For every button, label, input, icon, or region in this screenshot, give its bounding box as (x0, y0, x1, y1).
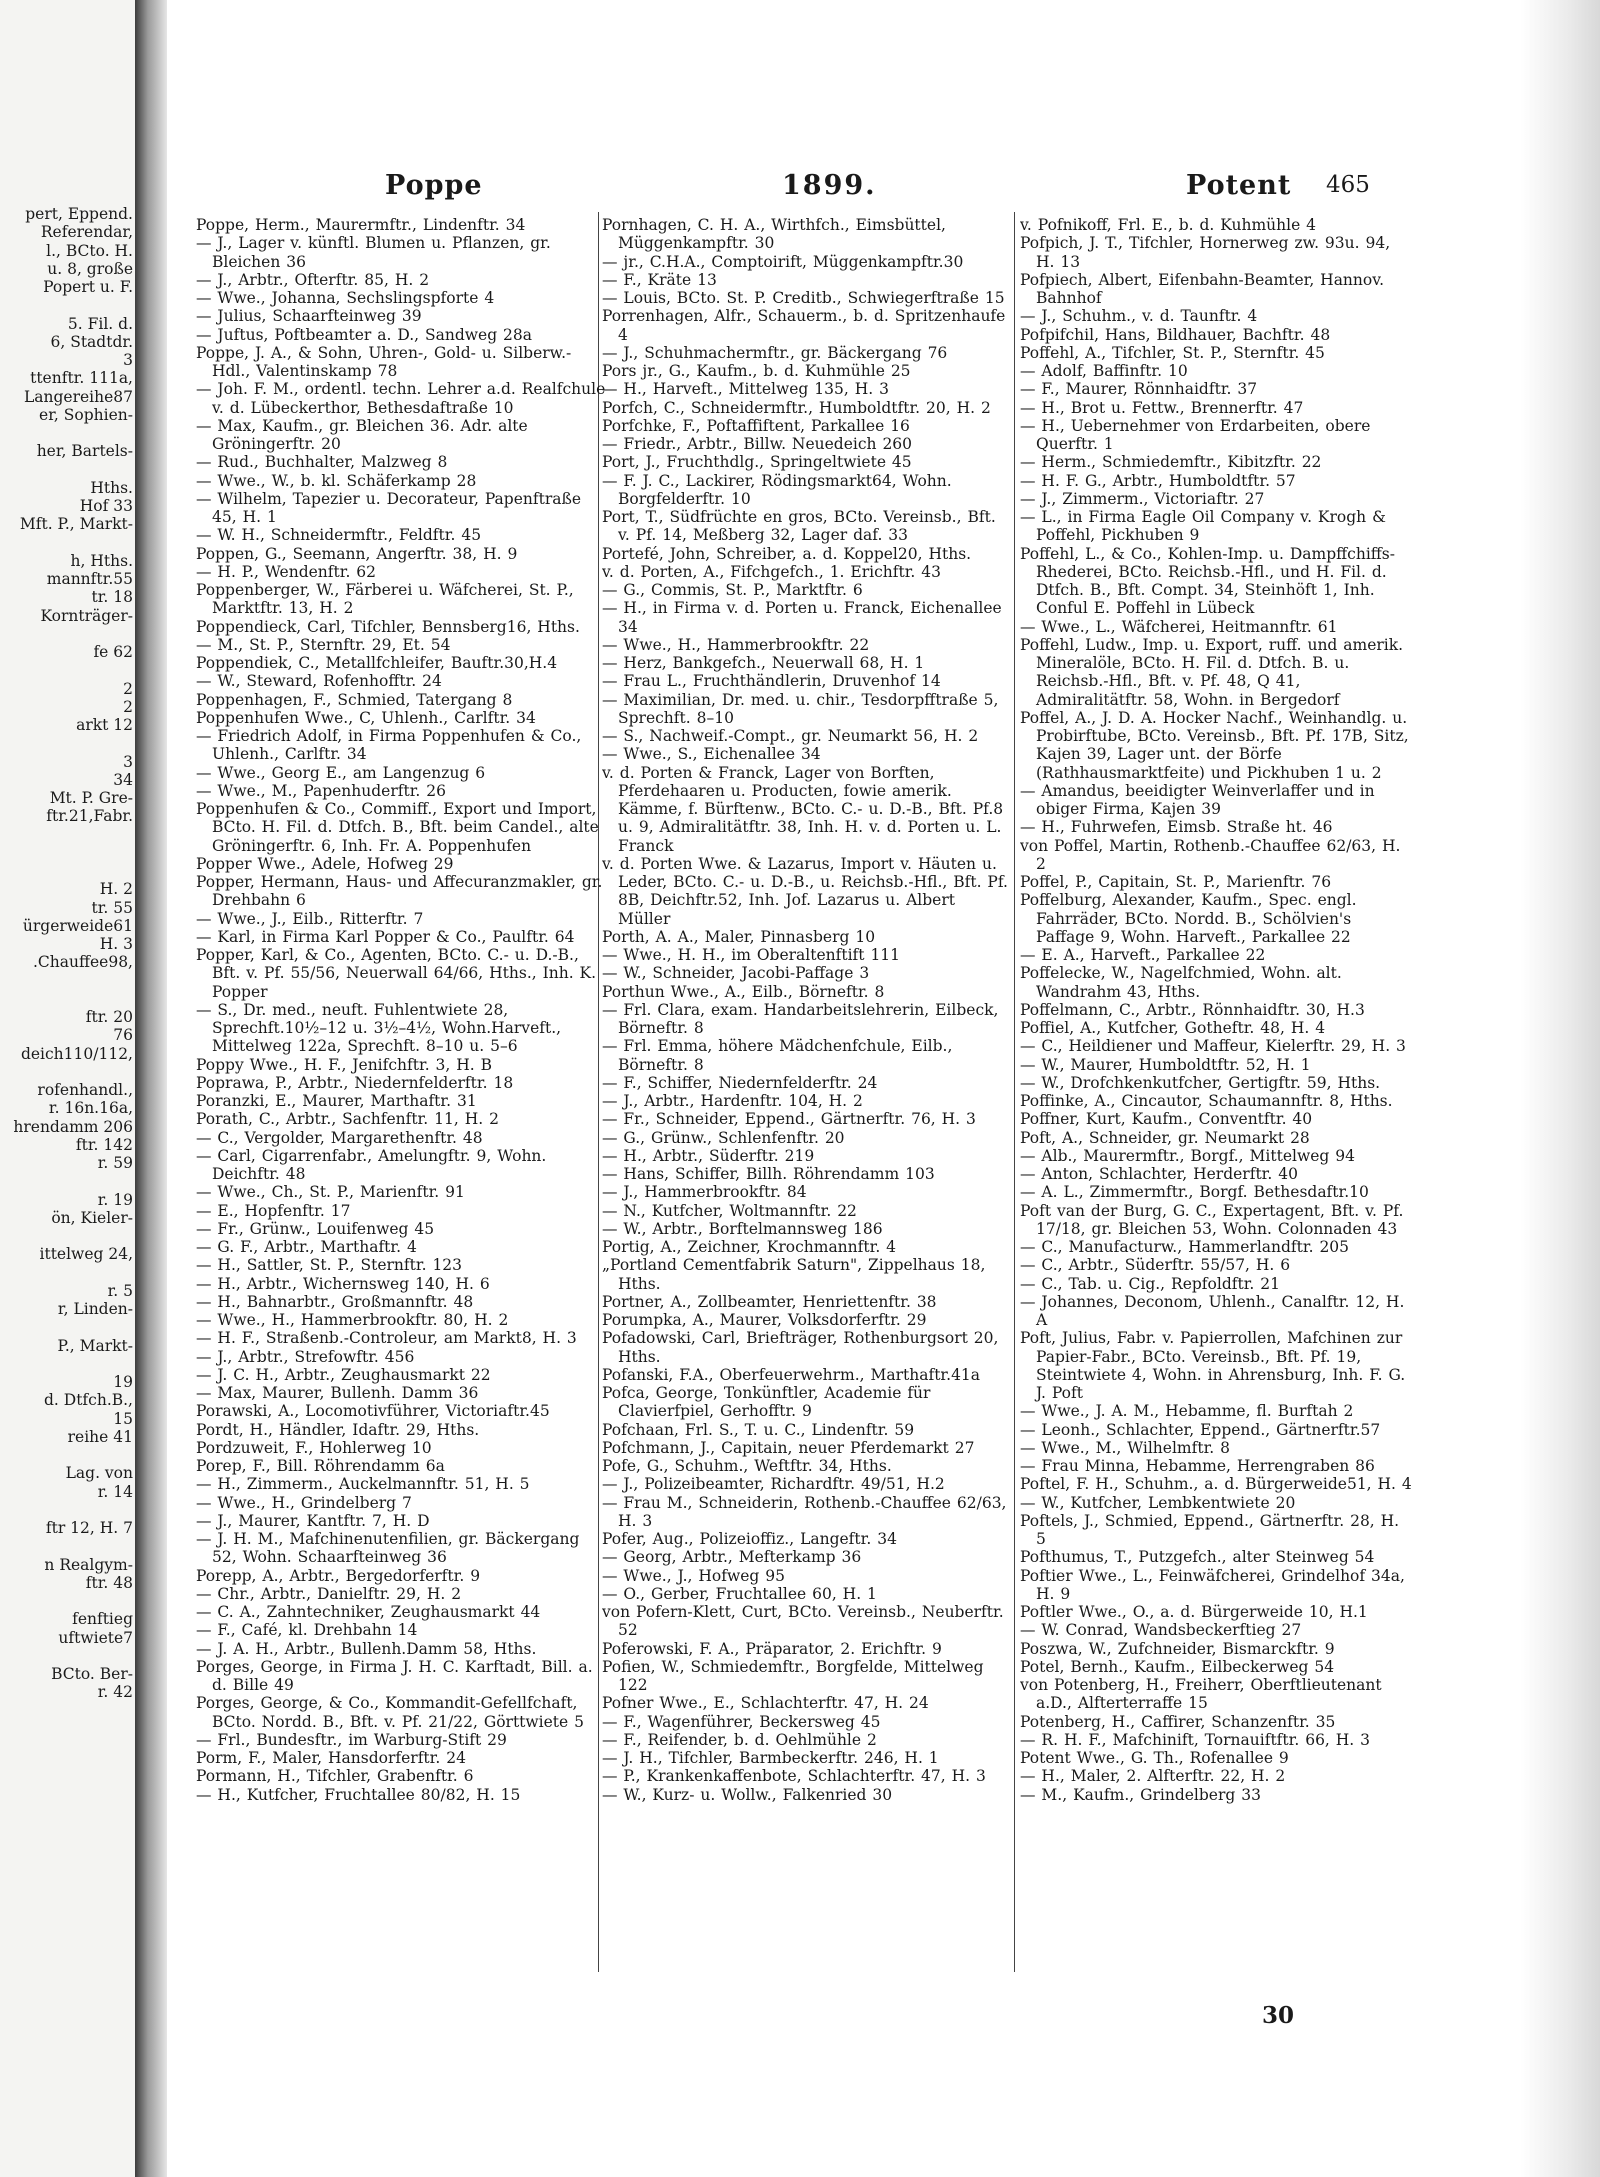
previous-page-line: tr. 18 (91, 588, 133, 607)
directory-entry: — J., Arbtr., Strefowftr. 456 (196, 1347, 415, 1366)
directory-entry: — F., Wagenführer, Beckersweg 45 (602, 1712, 881, 1731)
directory-entry: Pofchaan, Frl. S., T. u. C., Lindenftr. 59 (602, 1420, 915, 1439)
directory-entry: — C., Tab. u. Cig., Repfoldftr. 21 (1020, 1274, 1280, 1293)
directory-entry: — Wwe., H., Hammerbrookftr. 80, H. 2 (196, 1311, 509, 1329)
directory-entry: — M., Kaufm., Grindelberg 33 (1020, 1785, 1261, 1804)
directory-entry: von Pofern-Klett, Curt, BCto. Vereinsb., Neuberftr. 52 (602, 1603, 1004, 1640)
directory-entry: Pofpifchil, Hans, Bildhauer, Bachftr. 48 (1020, 325, 1331, 344)
directory-entry: Port, J., Fruchthdlg., Springeltwiete 45 (602, 453, 912, 472)
previous-page-line (0, 1264, 135, 1282)
previous-page-line: 2 (123, 697, 133, 716)
page-number: 465 (1326, 172, 1370, 198)
previous-page-line: P., Markt- (57, 1336, 133, 1355)
directory-entry: — Frl. Clara, exam. Handarbeitslehrerin, Eilbeck, Börneftr. 8 (602, 1000, 999, 1037)
directory-entry: Portig, A., Zeichner, Krochmannftr. 4 (602, 1238, 897, 1256)
directory-entry: Poppendieck, Carl, Tifchler, Bennsberg16, Hths. (196, 617, 580, 636)
previous-page-line: 76 (113, 1026, 133, 1045)
directory-entry: Pofthumus, T., Putzgefch., alter Steinweg 54 (1020, 1548, 1375, 1567)
running-head-last-entry: Potent (1186, 170, 1292, 201)
previous-page-line: r. 42 (97, 1683, 133, 1702)
previous-page-line: rofenhandl., (37, 1081, 133, 1099)
previous-page-line: u. 8, große (47, 259, 133, 278)
previous-page-line: ürgerweide61 (22, 916, 133, 935)
previous-page-line: fenftieg (72, 1610, 133, 1629)
previous-page-line (0, 661, 135, 679)
directory-entry: — Amandus, beeidigter Weinverlaffer und in obiger Firma, Kajen 39 (1020, 781, 1375, 818)
directory-entry: — H., in Firma v. d. Porten u. Franck, Eichenallee 34 (602, 599, 1002, 636)
directory-entry: Pofca, George, Tonkünftler, Academie für Clavierfpiel, Gerhofftr. 9 (602, 1384, 931, 1421)
previous-page-line: n Realgym- (44, 1555, 133, 1574)
directory-entry: — Max, Maurer, Bullenh. Damm 36 (196, 1384, 479, 1402)
directory-entry: — W., Kutfcher, Lembkentwiete 20 (1020, 1493, 1296, 1512)
previous-page-line: Referendar, (40, 223, 133, 242)
directory-column-1 (196, 216, 606, 2106)
directory-entry: — Wwe., Ch., St. P., Marienftr. 91 (196, 1183, 465, 1202)
directory-entry: — Anton, Schlachter, Herderftr. 40 (1020, 1165, 1298, 1183)
previous-page-line: Popert u. F. (43, 278, 133, 296)
previous-page-line: d. Dtfch.B., (43, 1391, 133, 1410)
directory-entry: — jr., C.H.A., Comptoirift, Müggenkampftr.30 (602, 252, 964, 271)
directory-entry: — J. H. M., Mafchinenutenfilien, gr. Bäckergang 52, Wohn. Schaarfteinweg 36 (196, 1530, 580, 1567)
directory-entry: — Wwe., H., Grindelberg 7 (196, 1493, 412, 1512)
directory-entry: — Wwe., W., b. kl. Schäferkamp 28 (196, 471, 477, 490)
previous-page-line: r. 59 (97, 1154, 133, 1172)
directory-entry: — Juftus, Poftbeamter a. D., Sandweg 28a (196, 325, 533, 344)
directory-entry: Poppe, Herm., Maurermftr., Lindenftr. 34 (196, 216, 526, 234)
directory-entry: — Wwe., J., Eilb., Ritterftr. 7 (196, 909, 424, 928)
previous-page-line: H. 3 (99, 935, 133, 953)
previous-page-line: ittelweg 24, (39, 1245, 133, 1264)
directory-entry: Poffinke, A., Cincautor, Schaumannftr. 8, Hths. (1020, 1092, 1393, 1110)
previous-page-line: 5. Fil. d. (67, 314, 133, 333)
previous-page-line (0, 1355, 135, 1373)
directory-entry: Portner, A., Zollbeamter, Henriettenftr. 38 (602, 1292, 937, 1311)
directory-entry: von Potenberg, H., Freiherr, Oberftlieutenant a.D., Alfterterraffe 15 (1020, 1676, 1382, 1713)
previous-page-line (0, 862, 135, 880)
previous-page-line: mannftr.55 (46, 570, 133, 588)
previous-page-line: Mt. P. Gre- (49, 789, 133, 807)
directory-entry: Poftels, J., Schmied, Eppend., Gärtnerftr. 28, H. 5 (1020, 1511, 1400, 1548)
directory-entry: — F., Café, kl. Drehbahn 14 (196, 1621, 418, 1640)
directory-entry: Poft, A., Schneider, gr. Neumarkt 28 (1020, 1128, 1310, 1147)
directory-entry: Pofadowski, Carl, Briefträger, Rothenburgsort 20, Hths. (602, 1329, 999, 1366)
previous-page-line: Mft. P., Markt- (19, 515, 133, 534)
directory-entry: — Frau M., Schneiderin, Rothenb.-Chauffee 62/63, H. 3 (602, 1493, 1007, 1530)
directory-entry: — Wwe., J. A. M., Hebamme, fl. Burftah 2 (1020, 1402, 1354, 1421)
page-edge-shadow (1520, 0, 1600, 2177)
directory-entry: — Friedr., Arbtr., Billw. Neuedeich 260 (602, 435, 913, 453)
directory-entry: — H., Brot u. Fettw., Brennerftr. 47 (1020, 398, 1304, 417)
directory-entry: Pors jr., G., Kaufm., b. d. Kuhmühle 25 (602, 362, 911, 380)
directory-entry: Poft van der Burg, G. C., Expertagent, Bft. v. Pf. 17/18, gr. Bleichen 53, Wohn. Colonnaden 43 (1020, 1201, 1404, 1238)
directory-entry: Pofpich, J. T., Tifchler, Hornerweg zw. 93u. 94, H. 13 (1020, 234, 1391, 271)
directory-entry: — W., Maurer, Humboldtftr. 52, H. 1 (1020, 1055, 1311, 1074)
previous-page-line (0, 844, 135, 862)
previous-page-line: ftr.21,Fabr. (46, 807, 133, 826)
directory-entry: — Wwe., Johanna, Sechslingspforte 4 (196, 289, 495, 307)
directory-entry: Porges, George, in Firma J. H. C. Karftadt, Bill. a. d. Bille 49 (196, 1657, 593, 1694)
previous-page-line: r, Linden- (57, 1300, 133, 1318)
running-head-first-entry: Poppe (385, 170, 483, 201)
directory-entry: — Chr., Arbtr., Danielftr. 29, H. 2 (196, 1584, 462, 1603)
directory-entry: Poppenhufen Wwe., C, Uhlenh., Carlftr. 34 (196, 708, 536, 727)
previous-page-line: r. 14 (97, 1482, 133, 1501)
directory-entry: Potent Wwe., G. Th., Rofenallee 9 (1020, 1749, 1289, 1767)
directory-entry: — Friedrich Adolf, in Firma Poppenhufen & Co., Uhlenh., Carlftr. 34 (196, 727, 582, 764)
directory-entry: — Max, Kaufm., gr. Bleichen 36. Adr. alte Gröningerftr. 20 (196, 416, 528, 453)
directory-entry: — Wwe., M., Wilhelmftr. 8 (1020, 1438, 1231, 1457)
directory-entry: — H., Arbtr., Süderftr. 219 (602, 1146, 815, 1165)
previous-page-line (0, 1592, 135, 1610)
directory-entry: — W., Arbtr., Borftelmannsweg 186 (602, 1219, 883, 1238)
previous-page-line: ftr. 142 (75, 1135, 133, 1154)
directory-entry: Poffehl, Ludw., Imp. u. Export, ruff. und amerik. Mineralöle, BCto. H. Fil. d. Dtfch. B. u. Reichsb.-Hfl., Bft. v. Pf. 48, Q 41, Admiralitätftr. 58, Wohn. in Bergedorf (1020, 635, 1404, 709)
directory-entry: Popper, Hermann, Haus- und Affecuranzmakler, gr. Drehbahn 6 (196, 873, 603, 910)
directory-entry: — Rud., Buchhalter, Malzweg 8 (196, 453, 448, 472)
previous-page-line: Lag. von (65, 1464, 133, 1483)
page-header (170, 170, 1410, 204)
directory-entry: Pofe, G., Schuhm., Weftftr. 34, Hths. (602, 1457, 892, 1475)
directory-entry: — J., Arbtr., Hardenftr. 104, H. 2 (602, 1092, 863, 1110)
directory-entry: — Wilhelm, Tapezier u. Decorateur, Papenftraße 45, H. 1 (196, 489, 582, 526)
directory-entry: — J., Hammerbrookftr. 84 (602, 1183, 807, 1202)
directory-entry: v. d. Porten, A., Fifchgefch., 1. Erichftr. 43 (602, 562, 942, 581)
previous-page-line (0, 1172, 135, 1190)
directory-entry: — Frau Minna, Hebamme, Herrengraben 86 (1020, 1457, 1375, 1475)
directory-entry: Poffel, A., J. D. A. Hocker Nachf., Weinhandlg. u. Probirftube, BCto. Vereinsb., Bft. Pf. 17B, Sitz, Kajen 39, Lager unt. der Börfe (Rathhausmarktfeite) und Pickhuben 1 u. 2 (1020, 708, 1409, 782)
previous-page-line (0, 990, 135, 1008)
directory-entry: — Wwe., M., Papenhuderftr. 26 (196, 781, 447, 800)
previous-page-line (0, 734, 135, 752)
directory-entry: Poftel, F. H., Schuhm., a. d. Bürgerweide51, H. 4 (1020, 1475, 1412, 1494)
directory-entry: Porth, A. A., Maler, Pinnasberg 10 (602, 927, 876, 946)
directory-entry: — W., Steward, Rofenhofftr. 24 (196, 672, 442, 691)
directory-entry: — F., Schiffer, Niedernfelderftr. 24 (602, 1073, 878, 1092)
directory-entry: Portefé, John, Schreiber, a. d. Koppel20, Hths. (602, 544, 972, 563)
directory-entry: — O., Gerber, Fruchtallee 60, H. 1 (602, 1584, 877, 1603)
previous-page-line: ftr. 48 (85, 1573, 133, 1592)
directory-entry: Poppenhagen, F., Schmied, Tatergang 8 (196, 690, 513, 709)
directory-entry: — Wwe., J., Hofweg 95 (602, 1566, 785, 1585)
directory-entry: Pofien, W., Schmiedemftr., Borgfelde, Mittelweg 122 (602, 1657, 984, 1694)
directory-entry: — E., Hopfenftr. 17 (196, 1201, 351, 1220)
directory-entry: Poprawa, P., Arbtr., Niedernfelderftr. 18 (196, 1073, 514, 1092)
directory-entry: — C., Arbtr., Süderftr. 55/57, H. 6 (1020, 1256, 1291, 1275)
directory-entry: — Frl. Emma, höhere Mädchenfchule, Eilb., Börneftr. 8 (602, 1037, 953, 1074)
directory-entry: — J., Maurer, Kantftr. 7, H. D (196, 1511, 430, 1530)
directory-entry: — J., Lager v. künftl. Blumen u. Pflanzen, gr. Bleichen 36 (196, 234, 551, 271)
previous-page-line: Hths. (90, 478, 133, 497)
directory-entry: Pornhagen, C. H. A., Wirthfch., Eimsbüttel, Müggenkampftr. 30 (602, 216, 946, 253)
directory-entry: — Leonh., Schlachter, Eppend., Gärtnerftr.57 (1020, 1420, 1381, 1439)
directory-entry: — A. L., Zimmermftr., Borgf. Bethesdaftr.10 (1020, 1183, 1369, 1202)
directory-entry: — Hans, Schiffer, Billh. Röhrendamm 103 (602, 1165, 935, 1183)
directory-entry: Porfch, C., Schneidermftr., Humboldtftr. 20, H. 2 (602, 398, 991, 417)
directory-entry: Port, T., Südfrüchte en gros, BCto. Vereinsb., Bft. v. Pf. 14, Meßberg 32, Lager daf. 33 (602, 508, 996, 545)
directory-entry: — M., St. P., Sternftr. 29, Et. 54 (196, 635, 451, 654)
directory-entry: — J., Schuhm., v. d. Taunftr. 4 (1020, 307, 1258, 326)
previous-page-line (0, 1501, 135, 1519)
previous-page-line: 2 (123, 679, 133, 698)
directory-entry: — G., Commis, St. P., Marktftr. 6 (602, 581, 863, 599)
directory-entry: — Herm., Schmiedemftr., Kibitzftr. 22 (1020, 453, 1322, 472)
directory-entry: — H., Fuhrwefen, Eimsb. Straße ht. 46 (1020, 818, 1333, 837)
directory-entry: — Frau L., Fruchthändlerin, Druvenhof 14 (602, 672, 941, 691)
running-head-year: 1899. (782, 170, 877, 201)
directory-entry: Pormann, H., Tifchler, Grabenftr. 6 (196, 1767, 474, 1786)
directory-entry: — Fr., Grünw., Louifenweg 45 (196, 1219, 435, 1238)
previous-page-line: tr. 55 (91, 898, 133, 917)
directory-entry: — H. F., Straßenb.-Controleur, am Markt8, H. 3 (196, 1329, 577, 1348)
directory-entry: Porumpka, A., Maurer, Volksdorferftr. 29 (602, 1311, 927, 1329)
previous-page-line: h, Hths. (70, 551, 133, 570)
previous-page-line: 34 (113, 770, 133, 789)
previous-page-line: 15 (113, 1409, 133, 1428)
directory-entry: Porawski, A., Locomotivführer, Victoriaftr.45 (196, 1402, 550, 1421)
previous-page-line (0, 1318, 135, 1336)
previous-page-line: .Chauffee98, (32, 953, 133, 972)
directory-entry: Poppen, G., Seemann, Angerftr. 38, H. 9 (196, 544, 518, 563)
directory-entry: — Herz, Bankgefch., Neuerwall 68, H. 1 (602, 654, 925, 672)
directory-entry: — Adolf, Baffinftr. 10 (1020, 362, 1188, 380)
directory-entry: — J. H., Tifchler, Barmbeckerftr. 246, H. 1 (602, 1749, 939, 1767)
directory-entry: Poffiel, A., Kutfcher, Gotheftr. 48, H. 4 (1020, 1019, 1326, 1037)
directory-entry: — Louis, BCto. St. P. Creditb., Schwiegerftraße 15 (602, 289, 1005, 307)
directory-entry: Poppy Wwe., H. F., Jenifchftr. 3, H. B (196, 1055, 493, 1074)
previous-page-line: H. 2 (99, 880, 133, 899)
directory-entry: — H. F. G., Arbtr., Humboldtftr. 57 (1020, 471, 1296, 490)
directory-entry: — Frl., Bundesftr., im Warburg-Stift 29 (196, 1730, 507, 1749)
directory-entry: — Alb., Maurermftr., Borgf., Mittelweg 94 (1020, 1146, 1355, 1165)
directory-entry: Popper, Karl, & Co., Agenten, BCto. C.- u. D.-B., Bft. v. Pf. 55/56, Neuerwall 64/66, Hths., Inh. K. Popper (196, 946, 597, 1001)
directory-entry: — F., Reifender, b. d. Oehlmühle 2 (602, 1730, 877, 1749)
directory-entry: — J., Polizeibeamter, Richardftr. 49/51, H.2 (602, 1475, 945, 1494)
previous-page-text (0, 205, 135, 1702)
directory-entry: Porepp, A., Arbtr., Bergedorferftr. 9 (196, 1566, 481, 1585)
directory-entry: Poftler Wwe., O., a. d. Bürgerweide 10, H.1 (1020, 1603, 1368, 1621)
directory-entry: — Fr., Schneider, Eppend., Gärtnerftr. 76, H. 3 (602, 1110, 976, 1129)
book-gutter (135, 0, 167, 2177)
directory-entry: Porep, F., Bill. Röhrendamm 6a (196, 1457, 445, 1475)
directory-entry: — Wwe., H., Hammerbrookftr. 22 (602, 635, 870, 654)
directory-entry: Poppendiek, C., Metallfchleifer, Bauftr.30,H.4 (196, 654, 558, 672)
directory-entry: Poferowski, F. A., Präparator, 2. Erichftr. 9 (602, 1639, 942, 1658)
directory-entry: — H., Harveft., Mittelweg 135, H. 3 (602, 380, 889, 399)
directory-entry: Poppe, J. A., & Sohn, Uhren-, Gold- u. Silberw.-Hdl., Valentinskamp 78 (196, 343, 572, 380)
previous-page-line (0, 972, 135, 990)
directory-entry: — Wwe., H. H., im Oberaltenftift 111 (602, 946, 901, 964)
directory-entry: — W., Kurz- u. Wollw., Falkenried 30 (602, 1785, 893, 1804)
directory-entry: — H., Zimmerm., Auckelmannftr. 51, H. 5 (196, 1475, 530, 1494)
directory-entry: — N., Kutfcher, Woltmannftr. 22 (602, 1201, 857, 1220)
directory-entry: — J., Schuhmachermftr., gr. Bäckergang 76 (602, 343, 948, 362)
previous-page-line: r. 5 (107, 1281, 133, 1300)
directory-entry: Porath, C., Arbtr., Sachfenftr. 11, H. 2 (196, 1110, 499, 1129)
previous-page-line: hrendamm 206 (13, 1117, 133, 1136)
directory-entry: — C. A., Zahntechniker, Zeughausmarkt 44 (196, 1603, 541, 1621)
previous-page-line: er, Sophien- (39, 405, 133, 424)
directory-entry: Poffehl, A., Tifchler, St. P., Sternftr. 45 (1020, 343, 1325, 362)
previous-page-line (0, 534, 135, 552)
directory-entry: — Georg, Arbtr., Mefterkamp 36 (602, 1548, 862, 1567)
directory-entry: Pofanski, F.A., Oberfeuerwehrm., Marthaftr.41a (602, 1365, 981, 1384)
previous-page-line: uftwiete7 (58, 1628, 133, 1647)
previous-page-line: fe 62 (93, 643, 133, 661)
directory-entry: — H., Arbtr., Wichernsweg 140, H. 6 (196, 1274, 490, 1293)
previous-page-line: reihe 41 (67, 1427, 133, 1446)
previous-page-line (0, 1446, 135, 1464)
previous-page-line: ftr 12, H. 7 (45, 1519, 133, 1537)
signature-mark: 30 (1262, 2002, 1295, 2029)
directory-entry: — G., Grünw., Schlenfenftr. 20 (602, 1128, 845, 1147)
directory-entry: — Julius, Schaarfteinweg 39 (196, 307, 422, 326)
directory-entry: — Karl, in Firma Karl Popper & Co., Paulftr. 64 (196, 927, 575, 946)
directory-entry: — J., Arbtr., Ofterftr. 85, H. 2 (196, 270, 430, 289)
directory-column-3 (1020, 216, 1412, 2106)
directory-entry: Poppenberger, W., Färberei u. Wäfcherei, St. P., Marktftr. 13, H. 2 (196, 581, 574, 618)
directory-entry: Poffehl, L., & Co., Kohlen-Imp. u. Dampffchiffs-Rhederei, BCto. Reichsb.-Hfl., und H. Fil. d. Dtfch. B., Bft. Compt. 34, Steinhöft 1, Inh. Conful E. Poffehl in Lübeck (1020, 544, 1395, 618)
previous-page-line: r. 16n.16a, (48, 1099, 133, 1118)
directory-entry: Porthun Wwe., A., Eilb., Börneftr. 8 (602, 982, 885, 1001)
previous-page-line: 6, Stadtdr. (50, 332, 133, 351)
directory-entry: — H. P., Wendenftr. 62 (196, 562, 377, 581)
directory-entry: — J. A. H., Arbtr., Bullenh.Damm 58, Hths. (196, 1639, 537, 1658)
previous-page-line: her, Bartels- (36, 442, 133, 461)
directory-entry: Potel, Bernh., Kaufm., Eilbeckerweg 54 (1020, 1657, 1335, 1676)
previous-page-line (0, 461, 135, 479)
directory-entry: — Johannes, Deconom, Uhlenh., Canalftr. 12, H. A (1020, 1292, 1405, 1329)
directory-entry: Potenberg, H., Caffirer, Schanzenftr. 35 (1020, 1712, 1336, 1731)
directory-entry: Poftier Wwe., L., Feinwäfcherei, Grindelhof 34a, H. 9 (1020, 1566, 1405, 1603)
directory-entry: Poffelmann, C., Arbtr., Rönnhaidftr. 30, H.3 (1020, 1000, 1365, 1019)
column-rule-2 (1014, 212, 1015, 1972)
directory-entry: — H., Uebernehmer von Erdarbeiten, obere Querftr. 1 (1020, 416, 1371, 453)
directory-entry: Pofchmann, J., Capitain, neuer Pferdemarkt 27 (602, 1438, 975, 1457)
previous-page-line: 19 (113, 1373, 133, 1391)
directory-entry: — W., Drofchkenkutfcher, Gertigftr. 59, Hths. (1020, 1073, 1381, 1092)
directory-entry: — E. A., Harveft., Parkallee 22 (1020, 946, 1266, 964)
previous-page-line (0, 1227, 135, 1245)
directory-entry: Poranzki, E., Maurer, Marthaftr. 31 (196, 1092, 477, 1110)
directory-entry: — P., Krankenkaffenbote, Schlachterftr. 47, H. 3 (602, 1767, 986, 1786)
directory-entry: Pordzuweit, F., Hohlerweg 10 (196, 1438, 432, 1457)
previous-page-line (0, 1063, 135, 1081)
directory-entry: Porfchke, F., Poftaffiftent, Parkallee 16 (602, 416, 910, 435)
previous-page-line: l., BCto. H. (46, 241, 133, 260)
directory-entry: Pofer, Aug., Polizeioffiz., Langeftr. 34 (602, 1530, 897, 1548)
directory-entry: — C., Heildiener und Maffeur, Kielerftr. 29, H. 3 (1020, 1037, 1406, 1056)
directory-entry: — G. F., Arbtr., Marthaftr. 4 (196, 1238, 417, 1256)
directory-entry: — W. H., Schneidermftr., Feldftr. 45 (196, 526, 482, 545)
directory-entry: — J. C. H., Arbtr., Zeughausmarkt 22 (196, 1365, 491, 1384)
directory-entry: Poppenhufen & Co., Commiff., Export und Import, BCto. H. Fil. d. Dtfch. B., Bft. beim Candel., alte Gröningerftr. 6, Inh. Fr. A. Poppenhufen (196, 800, 599, 855)
directory-entry: von Poffel, Martin, Rothenb.-Chauffee 62/63, H. 2 (1020, 836, 1401, 873)
previous-page-line: 3 (123, 351, 133, 369)
previous-page-line (0, 1537, 135, 1555)
directory-entry: — S., Nachweif.-Compt., gr. Neumarkt 56, H. 2 (602, 727, 979, 745)
directory-entry: — Wwe., L., Wäfcherei, Heitmannftr. 61 (1020, 617, 1338, 636)
previous-page-line (0, 296, 135, 314)
directory-entry: Poft, Julius, Fabr. v. Papierrollen, Mafchinen zur Papier-Fabr., BCto. Vereinsb., Bft. Pf. 19, Steintwiete 4, Wohn. in Ahrensburg, Inh. F. G. J. Poft (1020, 1329, 1406, 1402)
previous-page-line: deich110/112, (20, 1044, 133, 1063)
directory-entry: — W., Schneider, Jacobi-Paffage 3 (602, 964, 870, 983)
previous-page-line: Langereihe87 (23, 387, 133, 406)
directory-entry: Pofpiech, Albert, Eifenbahn-Beamter, Hannov. Bahnhof (1020, 270, 1385, 307)
directory-entry: — F., Kräte 13 (602, 270, 717, 289)
directory-entry: — Carl, Cigarrenfabr., Amelungftr. 9, Wohn. Deichftr. 48 (196, 1146, 547, 1183)
directory-entry: — H., Maler, 2. Alfterftr. 22, H. 2 (1020, 1767, 1286, 1786)
previous-page-line: Kornträger- (40, 606, 133, 625)
previous-page-line: BCto. Ber- (51, 1665, 133, 1683)
directory-entry: Poffelburg, Alexander, Kaufm., Spec. engl. Fahrräder, BCto. Nordd. B., Schölvien's Paffage 9, Wohn. Harveft., Parkallee 22 (1020, 891, 1357, 946)
directory-entry: Porrenhagen, Alfr., Schauerm., b. d. Spritzenhaufe 4 (602, 307, 1006, 344)
directory-entry: Poffner, Kurt, Kaufm., Conventftr. 40 (1020, 1110, 1313, 1129)
previous-page-strip (0, 0, 135, 2177)
previous-page-line (0, 1647, 135, 1665)
previous-page-line (0, 826, 135, 844)
directory-entry: — H., Bahnarbtr., Großmannftr. 48 (196, 1292, 474, 1311)
previous-page-line: arkt 12 (76, 716, 133, 734)
directory-entry: — C., Vergolder, Margarethenftr. 48 (196, 1128, 483, 1147)
directory-entry: Porges, George, & Co., Kommandit-Gefellfchaft, BCto. Nordd. B., Bft. v. Pf. 21/22, Görttwiete 5 (196, 1694, 584, 1731)
directory-entry: — H., Sattler, St. P., Sternftr. 123 (196, 1256, 463, 1275)
directory-entry: — W. Conrad, Wandsbeckerftieg 27 (1020, 1621, 1302, 1640)
previous-page-line: 3 (123, 752, 133, 771)
previous-page-line (0, 625, 135, 643)
directory-page (170, 150, 1410, 2120)
directory-entry: Poffelecke, W., Nagelfchmied, Wohn. alt. Wandrahm 43, Hths. (1020, 964, 1342, 1001)
directory-entry: — Wwe., S., Eichenallee 34 (602, 745, 821, 764)
directory-entry: Popper Wwe., Adele, Hofweg 29 (196, 854, 454, 873)
directory-entry: — F. J. C., Lackirer, Rödingsmarkt64, Wohn. Borgfelderftr. 10 (602, 471, 952, 508)
previous-page-line: ftr. 20 (85, 1008, 133, 1026)
directory-entry: Pordt, H., Händler, Idaftr. 29, Hths. (196, 1420, 480, 1439)
directory-entry: Pofner Wwe., E., Schlachterftr. 47, H. 24 (602, 1694, 929, 1713)
previous-page-line: ttenftr. 111a, (30, 369, 133, 388)
directory-entry: v. d. Porten & Franck, Lager von Borften, Pferdehaaren u. Producten, fowie amerik. Kämme, f. Bürftenw., BCto. C.- u. D.-B., Bft. Pf.8 u. 9, Admiralitätftr. 38, Inh. H. v. d. Porten u. L. Franck (602, 763, 1004, 855)
previous-page-line: ön, Kieler- (51, 1208, 133, 1227)
previous-page-line (0, 424, 135, 442)
previous-page-line: Hof 33 (79, 497, 133, 515)
directory-entry: — S., Dr. med., neuft. Fuhlentwiete 28, Sprechft.10½–12 u. 3½–4½, Wohn.Harveft., Mittelweg 122a, Sprechft. 8–10 u. 5–6 (196, 1000, 562, 1056)
directory-entry: — R. H. F., Mafchinift, Tornauiftftr. 66, H. 3 (1020, 1730, 1371, 1749)
directory-entry: — H., Kutfcher, Fruchtallee 80/82, H. 15 (196, 1785, 521, 1804)
directory-entry: Poffel, P., Capitain, St. P., Marienftr. 76 (1020, 873, 1332, 891)
previous-page-line: pert, Eppend. (25, 205, 133, 223)
directory-entry: „Portland Cementfabrik Saturn", Zippelhaus 18, Hths. (602, 1256, 986, 1293)
directory-entry: — F., Maurer, Rönnhaidftr. 37 (1020, 380, 1258, 399)
directory-entry: — J., Zimmerm., Victoriaftr. 27 (1020, 489, 1265, 508)
directory-entry: — C., Manufacturw., Hammerlandftr. 205 (1020, 1238, 1350, 1256)
directory-entry: Porm, F., Maler, Hansdorferftr. 24 (196, 1749, 466, 1767)
directory-entry: — Wwe., Georg E., am Langenzug 6 (196, 763, 486, 782)
directory-entry: v. Pofnikoff, Frl. E., b. d. Kuhmühle 4 (1020, 216, 1317, 234)
directory-entry: v. d. Porten Wwe. & Lazarus, Import v. Häuten u. Leder, BCto. C.- u. D.-B., u. Reichsb.-Hfl., Bft. Pf. 8B, Deichftr.52, Inh. Jof. Lazarus u. Albert Müller (602, 854, 1008, 928)
directory-entry: — Maximilian, Dr. med. u. chir., Tesdorpfftraße 5, Sprechft. 8–10 (602, 690, 999, 727)
directory-column-2 (602, 216, 1008, 2106)
directory-entry: Poszwa, W., Zufchneider, Bismarckftr. 9 (1020, 1639, 1335, 1658)
previous-page-line: r. 19 (97, 1190, 133, 1209)
directory-entry: — L., in Firma Eagle Oil Company v. Krogh & Poffehl, Pickhuben 9 (1020, 508, 1386, 545)
directory-entry: — Joh. F. M., ordentl. techn. Lehrer a.d. Realfchule v. d. Lübeckerthor, Bethesdaftraße 10 (196, 380, 606, 417)
